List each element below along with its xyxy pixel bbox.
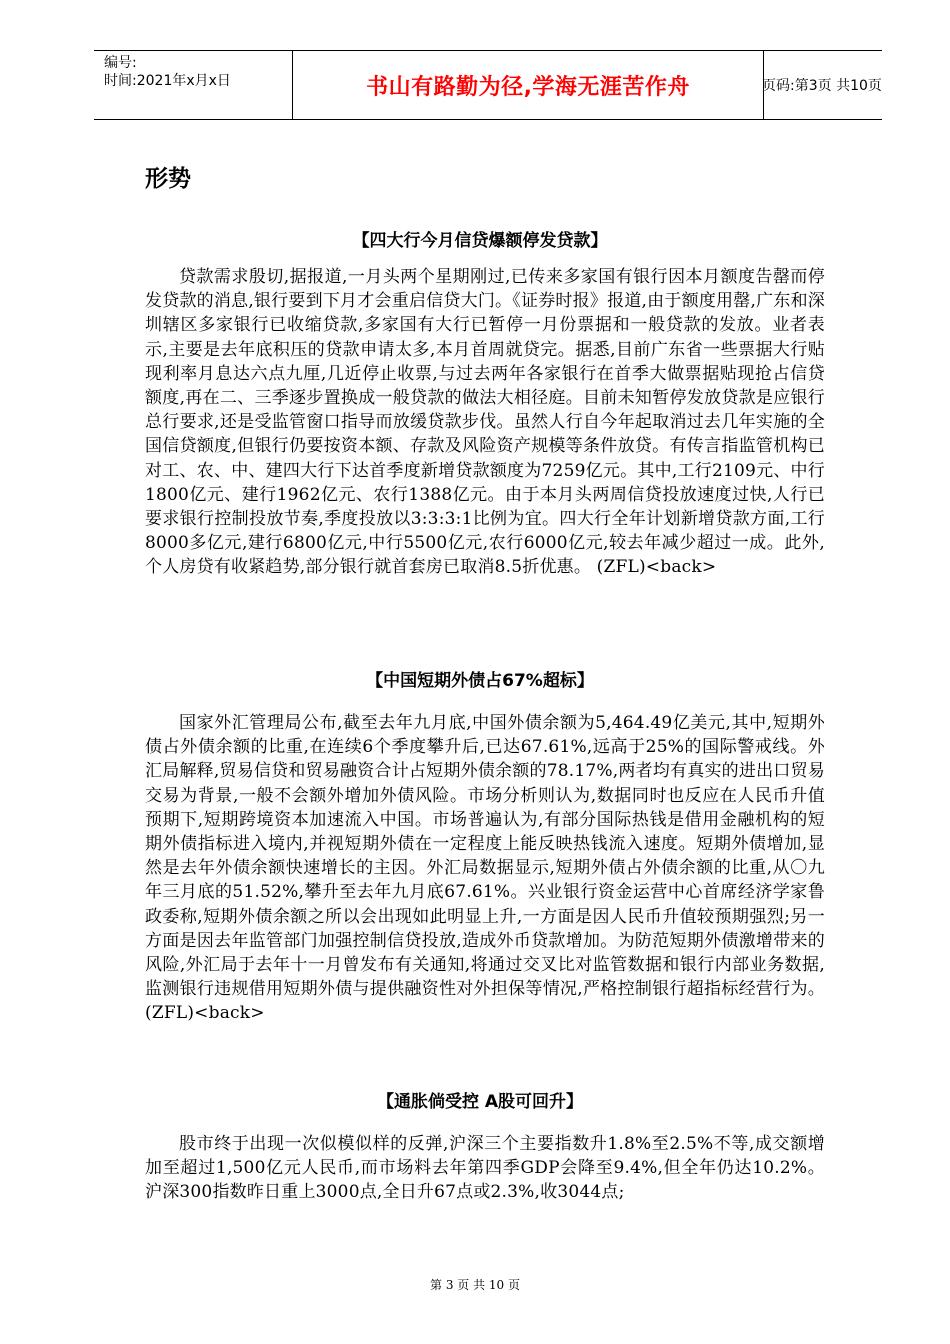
time-label: 时间:2021年x月x日 bbox=[104, 73, 231, 89]
header-motto-cell bbox=[292, 51, 764, 119]
article-body-3: 股市终于出现一次似模似样的反弹,沪深三个主要指数升1.8%至2.5%不等,成交额增加至超过1,500亿元人民币,而市场料去年第四季GDP会降至9.4%,但全年仍达10.2%。沪深300指数昨日重上3000点,全日升67点或2.3%,收3044点; bbox=[145, 1134, 825, 1203]
header-page-cell bbox=[762, 51, 882, 119]
page-footer: 第 3 页 共 10 页 bbox=[430, 1278, 520, 1292]
serial-label: 编号: bbox=[104, 55, 137, 71]
section-title: 形势 bbox=[145, 166, 191, 192]
article-body-2: 国家外汇管理局公布,截至去年九月底,中国外债余额为5,464.49亿美元,其中,短期外债占外债余额的比重,在连续6个季度攀升后,已达67.61%,远高于25%的国际警戒线。外汇局解释,贸易信贷和贸易融资合计占短期外债余额的78.17%,两者均有真实的进出口贸易交易为背景,一般不会额外增加外债风险。市场分析则认为,数据同时也反应在人民币升值预期下,短期跨境资本加速流入中国。市场普遍认为,有部分国际热钱是借用金融机构的短期外债指标进入境内,并视短期外债在一定程度上能反映热钱流入速度。短期外债增加,显然是去年外债余额快速增长的主因。外汇局数据显示,短期外债占外债余额的比重,从〇九年三月底的51.52%,攀升至去年九月底67.61%。兴业银行资金运营中心首席经济学家鲁政委称,短期外债余额之所以会出现如此明显上升,一方面是因人民币升值较预期强烈;另一方面是因去年监管部门加强控制信贷投放,造成外币贷款增加。为防范短期外债激增带来的风险,外汇局于去年十一月曾发布有关通知,将通过交叉比对监管数据和银行内部业务数据,监测银行违规借用短期外债与提供融资性对外担保等情况,严格控制银行超指标经营行为。 (ZFL)<back> bbox=[145, 713, 825, 1024]
article-title-1: 【四大行今月信贷爆额停发贷款】 bbox=[352, 231, 608, 251]
article-title-3: 【通胀倘受控 A股可回升】 bbox=[376, 1092, 584, 1112]
page-label: 页码:第3页 共10页 bbox=[762, 78, 882, 94]
header-motto: 书山有路勤为径,学海无涯苦作舟 bbox=[366, 74, 690, 100]
header-meta bbox=[94, 51, 292, 119]
page-header bbox=[94, 50, 882, 120]
article-body-1: 贷款需求殷切,据报道,一月头两个星期刚过,已传来多家国有银行因本月额度告罄而停发贷款的消息,银行要到下月才会重启信贷大门。《证券时报》报道,由于额度用罄,广东和深圳辖区多家银行已收缩贷款,多家国有大行已暂停一月份票据和一般贷款的发放。业者表示,主要是去年底积压的贷款申请太多,本月首周就贷完。据悉,目前广东省一些票据大行贴现利率月息达六点九厘,几近停止收票,与过去两年各家银行在首季大做票据贴现抢占信贷额度,再在二、三季逐步置换成一般贷款的做法大相径庭。目前未知暂停发放贷款是应银行总行要求,还是受监管窗口指导而放缓贷款步伐。虽然人行自今年起取消过去几年实施的全国信贷额度,但银行仍要按资本额、存款及风险资产规模等条件放贷。有传言指监管机构已对工、农、中、建四大行下达首季度新增贷款额度为7259亿元。其中,工行2109元、中行1800亿元、建行1962亿元、农行1388亿元。由于本月头两周信贷投放速度过快,人行已要求银行控制投放节奏,季度投放以3:3:3:1比例为宜。四大行全年计划新增贷款方面,工行8000多亿元,建行6800亿元,中行5500亿元,农行6000亿元,较去年减少超过一成。此外,个人房贷有收紧趋势,部分银行就首套房已取消8.5折优惠。 (ZFL)<back> bbox=[145, 267, 825, 578]
article-title-2: 【中国短期外债占67%超标】 bbox=[366, 671, 594, 691]
